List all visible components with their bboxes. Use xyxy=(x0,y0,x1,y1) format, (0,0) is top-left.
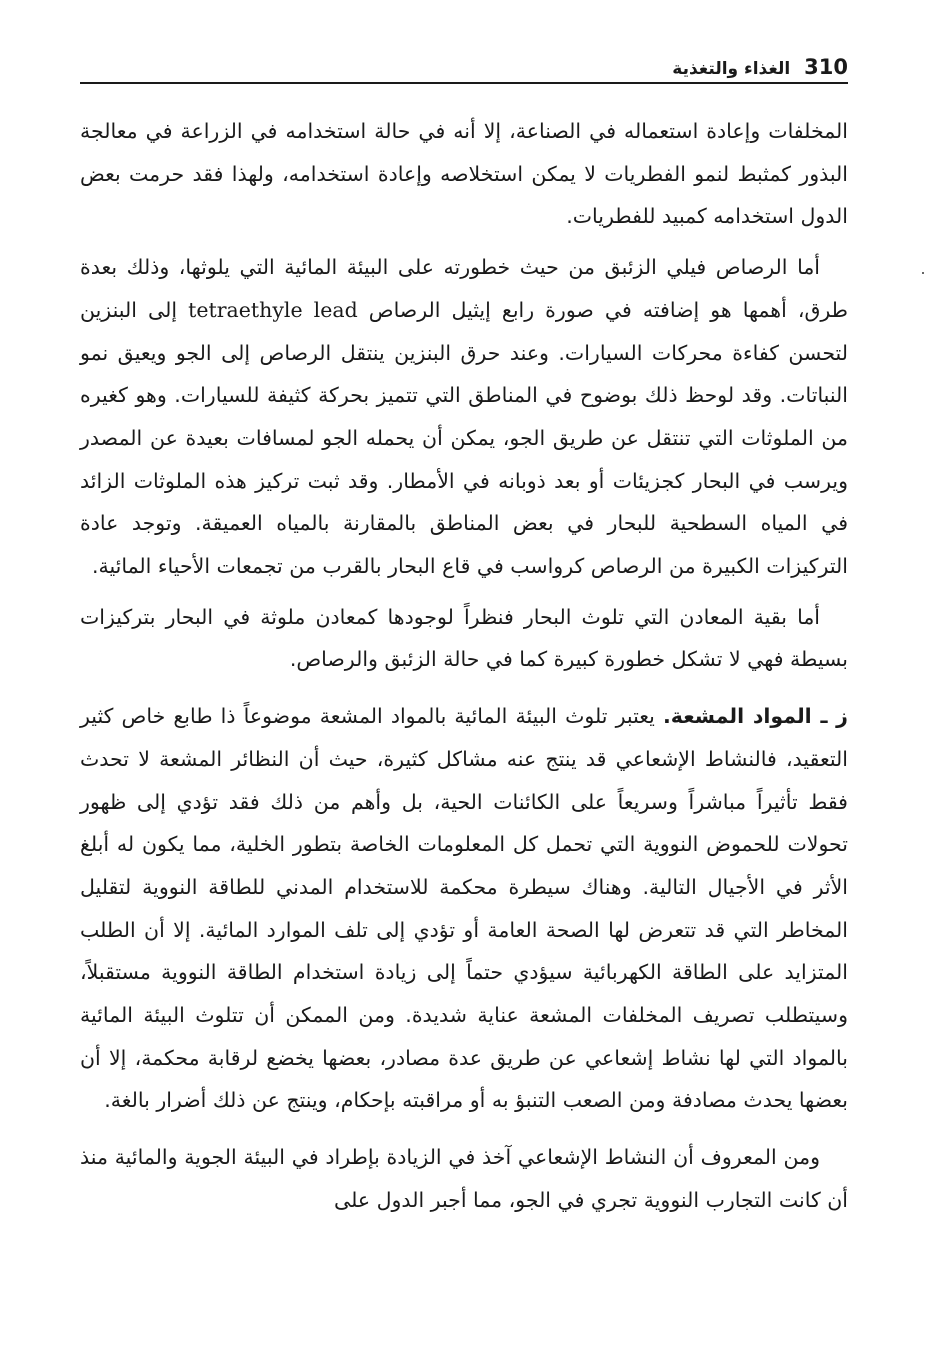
body-text xyxy=(80,110,848,1222)
paragraph-radioactivity-increase xyxy=(80,1136,848,1221)
paragraph-radioactive-materials xyxy=(80,695,848,1122)
section-label: ز ـ المواد المشعة. xyxy=(662,704,848,729)
paragraph-text: إلى البنزين لتحسن كفاءة محركات السيارات. وعند حرق البنزين ينتقل الرصاص إلى الجو ويعيق نمو النباتات. وقد لوحظ ذلك بوضوح في المناطق التي تتميز بحركة كثيفة للسيارات. وهو كغيره من الملوثات التي تنتقل عن طريق الجو، يمكن أن يحمله الجو لمسافات بعيدة عن المصدر ويرسب في البحار كجزيئات أو بعد ذوبانه في الأمطار. وقد ثبت تركيز هذه الملوثات الزائد في المياه السطحية للبحار في بعض المناطق بالمقارنة بالمياه العميقة. وتوجد عادة التركيزات الكبيرة من الرصاص كرواسب في قاع البحار بالقرب من تجمعات الأحياء المائية. xyxy=(80,297,848,579)
paragraph-text: ومن المعروف أن النشاط الإشعاعي آخذ في الزيادة بإطراد في البيئة الجوية والمائية منذ أن كانت التجارب النووية تجري في الجو، مما أجبر الدول على xyxy=(80,1145,848,1212)
page-number: 310 xyxy=(804,55,848,79)
running-header xyxy=(80,44,848,84)
paragraph-mercury-continuation xyxy=(80,110,848,238)
paragraph-text: أما بقية المعادن التي تلوث البحار فنظراً لوجودها كمعادن ملوثة في البحار بتركيزات بسيطة فهي لا تشكل خطورة كبيرة كما في حالة الزئبق والرصاص. xyxy=(80,604,848,672)
margin-speck xyxy=(922,272,924,274)
paragraph-text: أما الرصاص فيلي الزئبق من حيث خطورته على البيئة المائية التي يلوثها، وذلك بعدة طرق، أهمها هو إضافته في صورة رابع إيثيل الرصاص xyxy=(80,255,848,322)
paragraph-lead xyxy=(80,246,848,588)
chapter-title: الغذاء والتغذية xyxy=(672,59,791,79)
paragraph-text: المخلفات وإعادة استعماله في الصناعة، إلا أنه في حالة استخدامه في الزراعة في معالجة البذور كمثبط لنمو الفطريات لا يمكن استخلاصه وإعادة استخدامه، ولهذا فقد حرمت بعض الدول استخدامه كمبيد للفطريات. xyxy=(80,119,848,229)
paragraph-text: يعتبر تلوث البيئة المائية بالمواد المشعة موضوعاً ذا طابع خاص كثير التعقيد، فالنشاط الإشعاعي قد ينتج عنه مشاكل كثيرة، حيث أن النظائر المشعة لا تحدث فقط تأثيراً مباشراً وسريعاً على الكائنات الحية، بل وأهم من ذلك فقد تؤدي إلى ظهور تحولات للحموض النووية التي تحمل كل المعلومات الخاصة بتطور الخلية، مما يكون له أبلغ الأثر في الأجيال التالية. وهناك سيطرة محكمة للاستخدام المدني للطاقة النووية لتقليل المخاطر التي قد تتعرض لها الصحة العامة أو تؤدي إلى تلف الموارد المائية. إلا أن الطلب المتزايد على الطاقة الكهربائية سيؤدي حتماً إلى زيادة استخدام الطاقة النووية مستقبلاً، وسيتطلب تصريف المخلفات المشعة عناية شديدة. ومن الممكن أن تتلوث البيئة المائية بالمواد التي لها نشاط إشعاعي عن طريق عدة مصادر، بعضها يخضع لرقابة محكمة، إلا أن بعضها يحدث مصادفة ومن الصعب التنبؤ به أو مراقبته بإحكام، وينتج عن ذلك أضرار بالغة. xyxy=(80,704,848,1113)
paragraph-other-metals xyxy=(80,596,848,681)
latin-term: tetraethyle lead xyxy=(188,297,358,322)
